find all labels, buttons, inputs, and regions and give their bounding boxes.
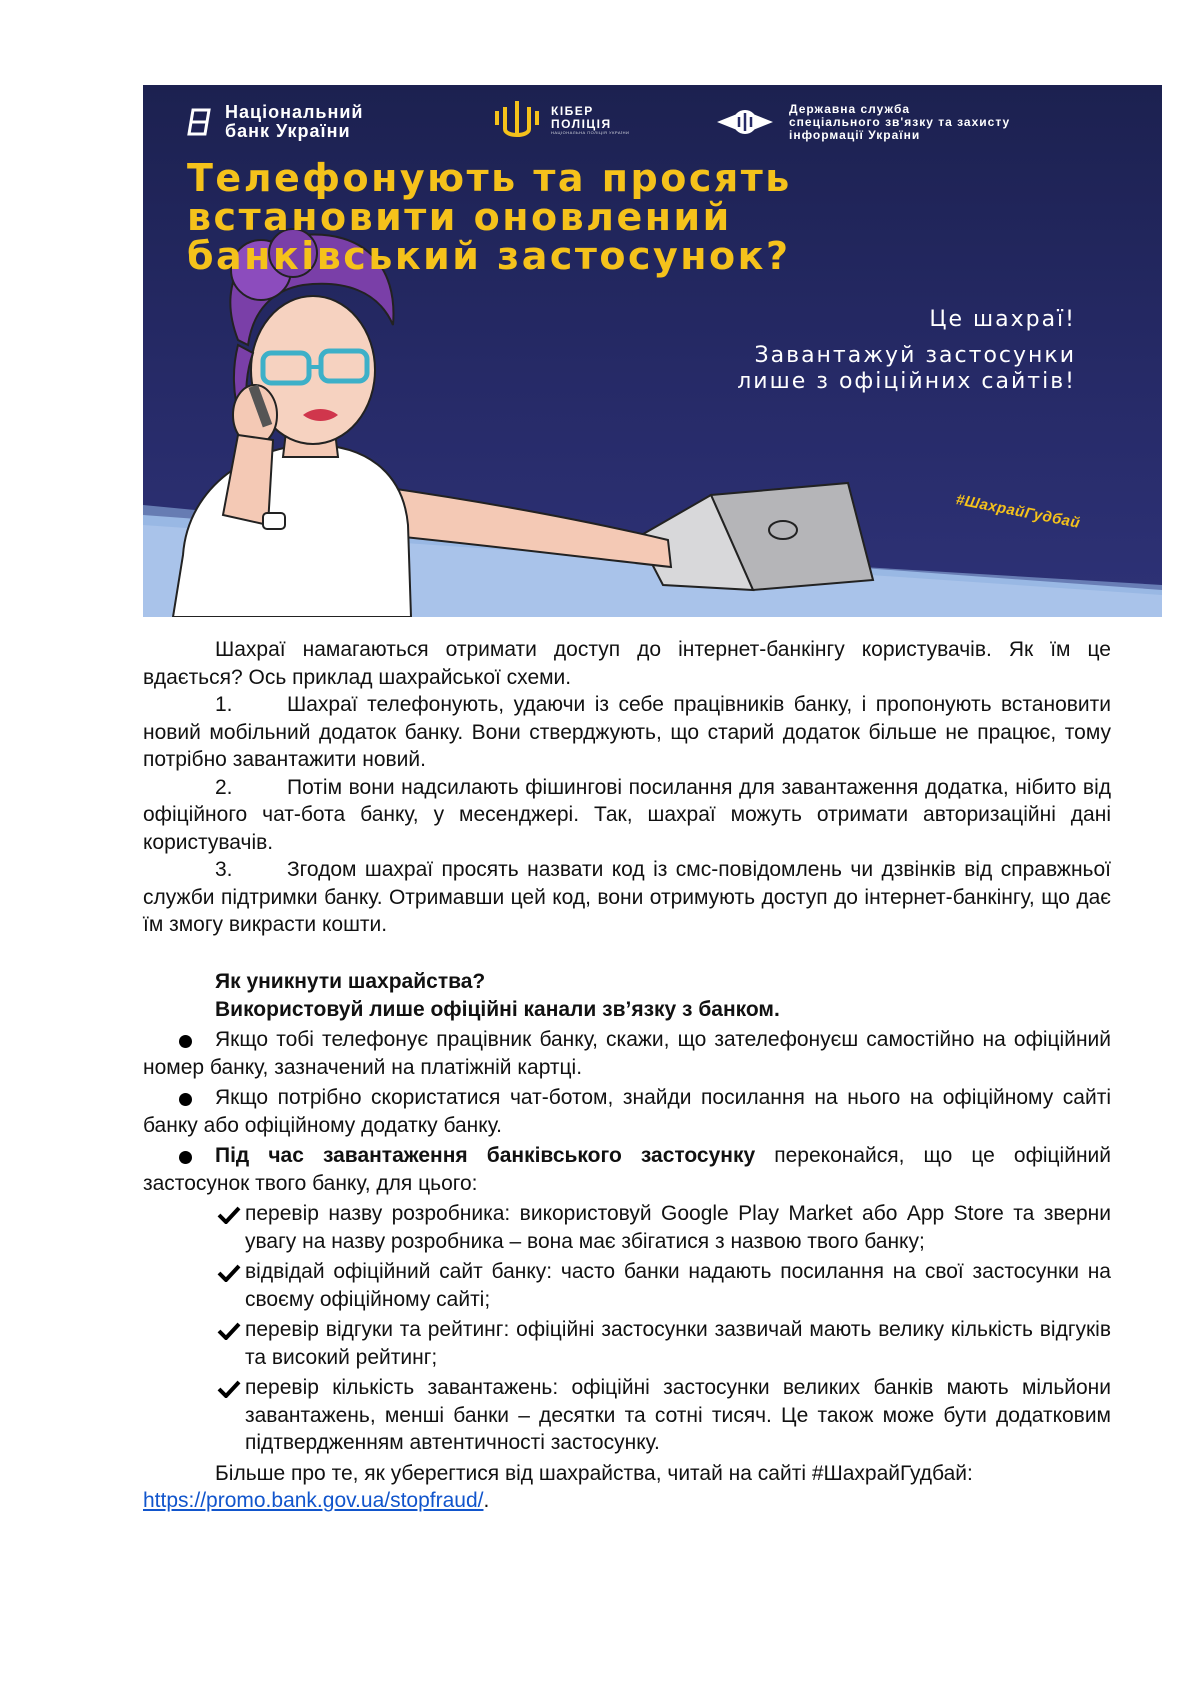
dss-logo <box>715 103 1010 142</box>
bullet-3-rest: переконайся, що це офіційний застосунок твого банку, для цього: <box>143 1144 1112 1195</box>
step-2-number: 2. <box>215 775 233 799</box>
step-3-text: Згодом шахраї просять назвати код із смс-повідомлень чи дзвінків від справжньої служби підтримки банку. Отримавши цей код, вони отримують доступ до інтернет-банкінгу, що дає їм змогу викрасти кошти. <box>143 858 1111 936</box>
bullet-3-bold: Під час завантаження банківського застосунку <box>215 1144 756 1167</box>
more-info <box>143 1460 1111 1515</box>
poster-subline-1: Це шахраї! <box>929 307 1076 332</box>
checkmark-icon <box>217 1322 241 1340</box>
bullet-1-text: Якщо тобі телефонує працівник банку, скажи, що зателефонуєш самостійно на офіційний номер банку, зазначений на платіжній картці. <box>143 1028 1111 1079</box>
nbu-emblem-icon <box>185 108 213 136</box>
check-item-2-text: відвідай офіційний сайт банку: часто банки надають посилання на свої застосунки на своєму офіційному сайті; <box>245 1260 1111 1311</box>
check-item-3 <box>143 1316 1111 1371</box>
advice-heading-2: Використовуй лише офіційні канали зв’язку з банком. <box>215 997 780 1021</box>
bullet-2-text: Якщо потрібно скористатися чат-ботом, знайди посилання на нього на офіційному сайті банку або офіційному додатку банку. <box>143 1086 1111 1137</box>
step-2 <box>143 774 1111 857</box>
stopfraud-link[interactable]: https://promo.bank.gov.ua/stopfraud/ <box>143 1489 484 1512</box>
more-info-text: Більше про те, як уберегтися від шахрайства, читай на сайті #ШахрайГудбай: <box>215 1461 973 1485</box>
bullet-3 <box>143 1142 1111 1197</box>
nbu-logo-text: Національний банк України <box>225 102 364 142</box>
checkmark-icon <box>217 1264 241 1282</box>
bullet-dot-icon <box>179 1151 192 1164</box>
cyber-small: НАЦІОНАЛЬНА ПОЛІЦІЯ УКРАЇНИ <box>551 129 630 135</box>
cyber-police-logo <box>491 99 629 141</box>
step-3 <box>143 856 1111 939</box>
check-item-1-text: перевір назву розробника: використовуй Google Play Market або App Store та зверни увагу на назву розробника – вона має збігатися з назвою твого банку; <box>245 1202 1111 1253</box>
poster-subline-2: Завантажуй застосунки лише з офіційних сайтів! <box>737 343 1076 394</box>
bullet-dot-icon <box>179 1093 192 1106</box>
bullet-1 <box>143 1026 1111 1081</box>
article-body <box>143 636 1111 939</box>
bullet-dot-icon <box>179 1035 192 1048</box>
poster-banner <box>143 85 1162 617</box>
trident-icon <box>491 99 543 141</box>
check-item-1 <box>143 1200 1111 1255</box>
check-item-4-text: перевір кількість завантажень: офіційні застосунки великих банків мають мільйони завантажень, менші банки – десятки та сотні тисяч. Це також може бути додатковим підтвердженням автентичності застосунку. <box>245 1376 1111 1454</box>
poster-headline: Телефонують та просять встановити оновлений банківський застосунок? <box>187 156 792 278</box>
cyber-line2: ПОЛІЦІЯ <box>551 116 612 131</box>
step-1-text: Шахраї телефонують, удаючи із себе працівників банку, і пропонують встановити новий мобільний додаток банку. Вони стверджують, що старий додаток більше не працює, тому потрібно завантажити новий. <box>143 693 1111 771</box>
dss-emblem-icon <box>715 104 775 140</box>
nbu-logo <box>185 103 363 142</box>
step-1-number: 1. <box>215 693 233 716</box>
advice-heading-1: Як уникнути шахрайства? <box>215 970 486 993</box>
shirt <box>173 445 411 617</box>
intro-paragraph: Шахраї намагаються отримати доступ до інтернет-банкінгу користувачів. Як їм це вдається? Ось приклад шахрайської схеми. <box>143 638 1111 689</box>
dss-logo-text: Державна служба спеціального зв'язку та захисту інформації України <box>789 102 1011 142</box>
step-2-text: Потім вони надсилають фішингові посилання для завантаження додатка, нібито від офіційного чат-бота банку, у месенджері. Так, шахраї можуть отримати авторизаційні дані користувачів. <box>143 775 1111 854</box>
step-1 <box>143 691 1111 774</box>
advice-section <box>143 968 1111 1515</box>
cyber-line1: КІБЕР <box>551 103 594 118</box>
bullet-2 <box>143 1084 1111 1139</box>
check-item-4 <box>143 1374 1111 1457</box>
checkmark-icon <box>217 1206 241 1224</box>
step-3-number: 3. <box>215 858 233 881</box>
checkmark-icon <box>217 1380 241 1398</box>
check-item-3-text: перевір відгуки та рейтинг: офіційні застосунки зазвичай мають велику кількість відгуків та високий рейтинг; <box>245 1318 1111 1369</box>
check-item-2 <box>143 1258 1111 1313</box>
link-tail: . <box>483 1489 490 1512</box>
poster-hashtag: #ШахрайГудбай <box>954 491 1082 532</box>
